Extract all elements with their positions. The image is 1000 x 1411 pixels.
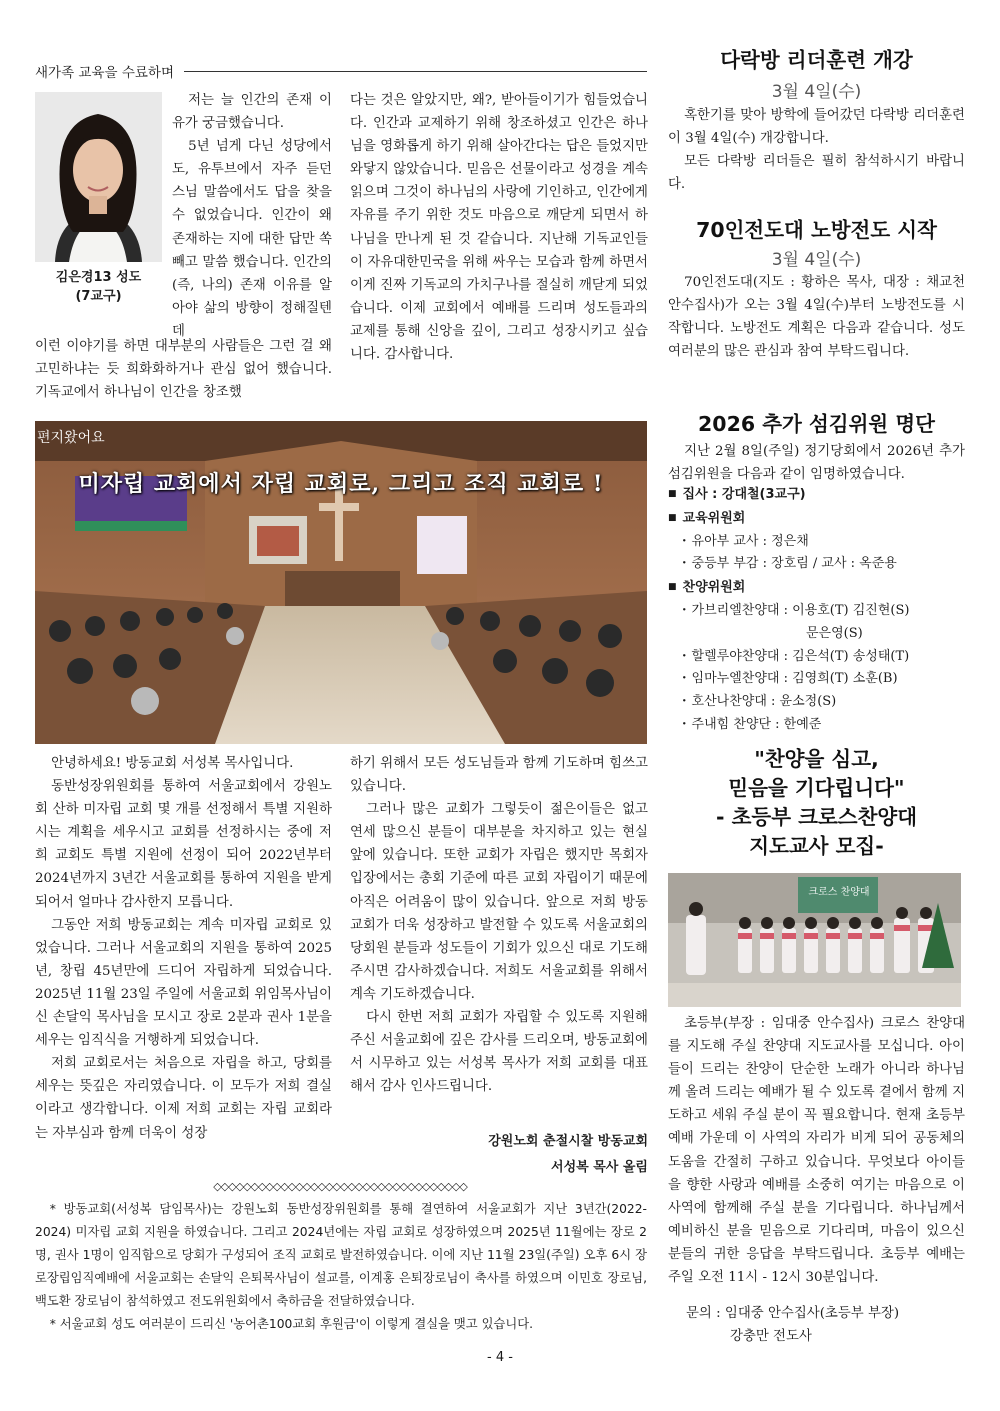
letter-paragraph: 그러나 많은 교회가 그렇듯이 젊은이들은 없고 연세 많으신 분들이 대부분을 차지하고 있는 현실 앞에 있습니다. 또한 교회가 자립은 했지만 목회자 입장에서는 총회 기준에 따른 교회 자립이기 때문에 아직은 어려움이 많이 있습니다. 앞으로 저희 방동교회가 더욱 성장하고 발전할 수 있도록 서울교회의 당회원 분들과 성도들이 기회가 있으신 대로 기도해 주시면 감사하겠습니다. 저희도 서울교회를 위해서 계속 기도하겠습니다.: [350, 802, 648, 1002]
list-item: · 주내힘 찬양단 : 한예준: [668, 714, 965, 737]
letter-paragraph: 그동안 저희 방동교회는 계속 미자립 교회로 있었습니다. 그러나 서울교회의 지원을 통하여 2025년, 창립 45년만에 드디어 자립하게 되었습니다. 2025년 11월 23일 주일에 서울교회 위임목사님이신 손달익 목사님을 모시고 장로 2분과 권사 1분을 세우는 임직식을 거행하게 되었습니다.: [35, 917, 332, 1049]
footnotes: [35, 1198, 647, 1336]
testimony-paragraph: 다는 것은 알았지만, 왜?, 받아들이기가 힘들었습니다. 인간과 교제하기 위해 창조하셨고 인간은 하나님을 영화롭게 하기 위해 살아간다는 답은 들었지만 와닿지 않았습니다. 믿음은 선물이라고 성경을 계속 읽으며 그것이 하나님의 사랑에 기인하고, 인간에게 자유를 주기 위한 것도 마음으로 깨닫게 되면서 하나님을 만나게 된 것 같습니다. 지난해 기독교인들이 자유대한민국을 위해 싸우는 모습과 함께 하면서 이게 진짜 기독교의 가치구나를 절실히 깨닫게 되었습니다. 이제 교회에서 예배를 드리며 성도들과의 교제를 통해 신앙을 깊이, 그리고 성장시키고 싶습니다. 감사합니다.: [350, 93, 648, 363]
choir-paragraph: 초등부(부장 : 임대중 안수집사) 크로스 찬양대를 지도해 주실 찬양대 지도교사를 모십니다. 아이들이 드리는 찬양이 단순한 노래가 아니라 하나님께 올려 드리는 예배가 될 수 있도록 곁에서 함께 지도하고 세워 주실 분이 꼭 필요합니다. 현재 초등부 예배 가운데 이 사역의 자리가 비게 되어 공동체의 도움을 간절히 구하고 있습니다. 무엇보다 아이들을 향한 사랑과 예배를 소중히 여기는 마음으로 이 사역에 함께해 주실 분을 기다립니다. 하나님께서 예비하신 분을 믿음으로 기다리며, 마음이 있으신 분들의 귀한 응답을 부탁드립니다. 초등부 예배는 주일 오전 11시 - 12시 30분입니다.: [668, 1016, 966, 1286]
darakbang-heading: 다락방 리더훈련 개강: [720, 48, 913, 72]
footnote: * 방동교회(서성복 담임목사)는 강원노회 동반성장위원회를 통해 결연하여 서울교회가 지난 3년간(2022-2024) 미자립 교회 지원을 하였습니다. 그리고 2024년에는 자립 교회로 성장하였으며 2025년 11월에는 장로 2명, 권사 1명이 임직함으로 당회가 구성되어 조직 교회로 발전하였습니다. 이에 지난 11월 23일(주일) 오후 6시 장로장립임직예배에 서울교회는 손달익 은퇴목사님이 설교를, 이계홍 은퇴장로님이 축사를 하였으며 이민호 장로님, 백도환 장로님이 참석하였고 전도위원회에서 축하금을 전달하였습니다.: [35, 1202, 647, 1308]
darakbang-paragraph: 모든 다락방 리더들은 필히 참석하시기 바랍니다.: [668, 154, 965, 193]
footnote: * 서울교회 성도 여러분이 드리신 '농어촌100교회 후원금'이 이렇게 결실을 맺고 있습니다.: [49, 1317, 534, 1331]
testimony-column-b: [350, 89, 648, 366]
committee-paragraph: 지난 2월 8일(주일) 정기당회에서 2026년 추가 섬김위원을 다음과 같이 임명하였습니다.: [668, 444, 965, 483]
contact-line: 문의 : 임대중 안수집사(초등부 부장): [686, 1306, 900, 1321]
darakbang-text: [668, 104, 965, 196]
testimony-column-a-bottom: [35, 335, 332, 404]
signature-pastor: 서성복 목사 올림: [551, 1160, 648, 1175]
caption-group: (7교구): [75, 289, 122, 304]
contact-line: 강충만 전도사: [730, 1329, 812, 1345]
list-item: · 호산나찬양대 : 윤소정(S): [668, 691, 965, 714]
letter-section-tag: 편지왔어요: [37, 430, 105, 446]
committee-list: [668, 483, 965, 737]
letter-signature: [350, 1129, 648, 1181]
caption-name: 김은경13 성도: [55, 270, 142, 285]
heading-line: 지도교사 모집-: [749, 834, 884, 858]
evangelism-heading: 70인전도대 노방전도 시작: [696, 218, 937, 242]
letter-paragraph: 안녕하세요! 방동교회 서성복 목사입니다.: [51, 756, 294, 771]
choir-sign: 크로스 찬양대: [808, 887, 870, 898]
list-item: · 유아부 교사 : 정은채: [668, 531, 965, 554]
evangelism-text: [668, 271, 965, 363]
choir-recruit-heading: [668, 745, 965, 861]
member-portrait-photo: [35, 92, 162, 262]
heading-line: "찬양을 심고,: [754, 747, 879, 771]
portrait-caption: [35, 268, 162, 306]
letter-paragraph: 동반성장위원회를 통하여 서울교회에서 강원노회 산하 미자립 교회 몇 개를 선정해서 특별 지원하시는 계획을 세우시고 교회를 선정하시는 중에 저희 교회도 특별 지원에 선정이 되어 2022년부터 2024년까지 3년간 서울교회를 통하여 지원을 받게 되어서 얼마나 감사한지 모릅니다.: [35, 779, 332, 910]
contact-block: [668, 1302, 965, 1348]
testimony-paragraph: 5년 넘게 다닌 성당에서도, 유투브에서 자주 듣던 스님 말씀에서도 답을 찾을 수 없었습니다. 인간이 왜 존재하는 지에 대한 답만 쏙 빼고 말씀 했습니다. 인간의(즉, 나의) 존재 이유를 알아야 삶의 방향이 정해질텐데: [172, 139, 332, 339]
new-family-header: [35, 60, 647, 82]
choir-photo: [668, 873, 961, 1007]
list-item: ■ 집사 : 강대철(3교구): [668, 483, 965, 507]
letter-column-a: [35, 752, 332, 1145]
evangelism-paragraph: 70인전도대(지도 : 황하은 목사, 대장 : 채교천 안수집사)가 오는 3월 4일(수)부터 노방전도를 시작합니다. 노방전도 계획은 다음과 같습니다. 성도 여러분의 많은 관심과 참여 부탁드립니다.: [668, 275, 965, 360]
list-item: ■ 교육위원회: [668, 507, 965, 531]
header-rule: [184, 71, 647, 72]
list-item: · 중등부 부감 : 장호림 / 교사 : 옥준용: [668, 553, 965, 576]
letter-paragraph: 다시 한번 저희 교회가 자립할 수 있도록 지원해 주신 서울교회에 깊은 감사를 드리오며, 방동교회에서 시무하고 있는 서성복 목사가 저희 교회를 대표해서 감사 인사드립니다.: [350, 1010, 648, 1095]
committee-heading: 2026 추가 섬김위원 명단: [698, 412, 935, 436]
testimony-paragraph: 이런 이야기를 하면 대부분의 사람들은 그런 걸 왜 고민하냐는 듯 희화화하거나 관심 없어 했습니다. 기독교에서 하나님이 인간을 창조했: [35, 339, 332, 401]
page-number: - 4 -: [487, 1350, 513, 1365]
list-item: · 가브리엘찬양대 : 이용호(T) 김진현(S): [668, 600, 965, 623]
letter-column-b: [350, 752, 648, 1098]
letter-paragraph: 저희 교회로서는 처음으로 자립을 하고, 당회를 세우는 뜻깊은 자리였습니다. 이 모두가 저희 결실이라고 생각합니다. 이제 저희 교회는 자립 교회라는 자부심과 함께 더욱이 성장: [35, 1056, 332, 1141]
committee-intro: [668, 440, 965, 486]
list-item: · 할렐루야찬양대 : 김은석(T) 송성태(T): [668, 646, 965, 669]
signature-church: 강원노회 춘절시찰 방동교회: [488, 1134, 648, 1149]
evangelism-date: 3월 4일(수): [771, 250, 862, 270]
letter-paragraph: 하기 위해서 모든 성도님들과 함께 기도하며 힘쓰고 있습니다.: [350, 756, 648, 795]
heading-line: 믿음을 기다립니다": [728, 776, 905, 800]
banner-headline: 미자립 교회에서 자립 교회로, 그리고 조직 교회로 !: [78, 471, 604, 497]
darakbang-paragraph: 혹한기를 맞아 방학에 들어갔던 다락방 리더훈련이 3월 4일(수) 개강합니다.: [668, 108, 965, 147]
list-item: 문은영(S): [806, 625, 863, 641]
diamond-divider: ◇◇◇◇◇◇◇◇◇◇◇◇◇◇◇◇◇◇◇◇◇◇◇◇◇◇◇◇◇◇◇◇◇◇: [213, 1180, 467, 1193]
heading-line: - 초등부 크로스찬양대: [715, 805, 917, 829]
section-title: 새가족 교육을 수료하며: [35, 65, 174, 81]
testimony-column-a: [172, 89, 332, 343]
choir-recruit-text: [668, 1012, 965, 1289]
portrait-illustration: [35, 92, 162, 262]
church-interior-photo: [35, 421, 647, 744]
darakbang-date: 3월 4일(수): [771, 82, 862, 102]
list-item: · 임마누엘찬양대 : 김영희(T) 소훈(B): [668, 668, 965, 691]
list-item: ■ 찬양위원회: [668, 576, 965, 600]
testimony-paragraph: 저는 늘 인간의 존재 이유가 궁금했습니다.: [172, 93, 332, 132]
